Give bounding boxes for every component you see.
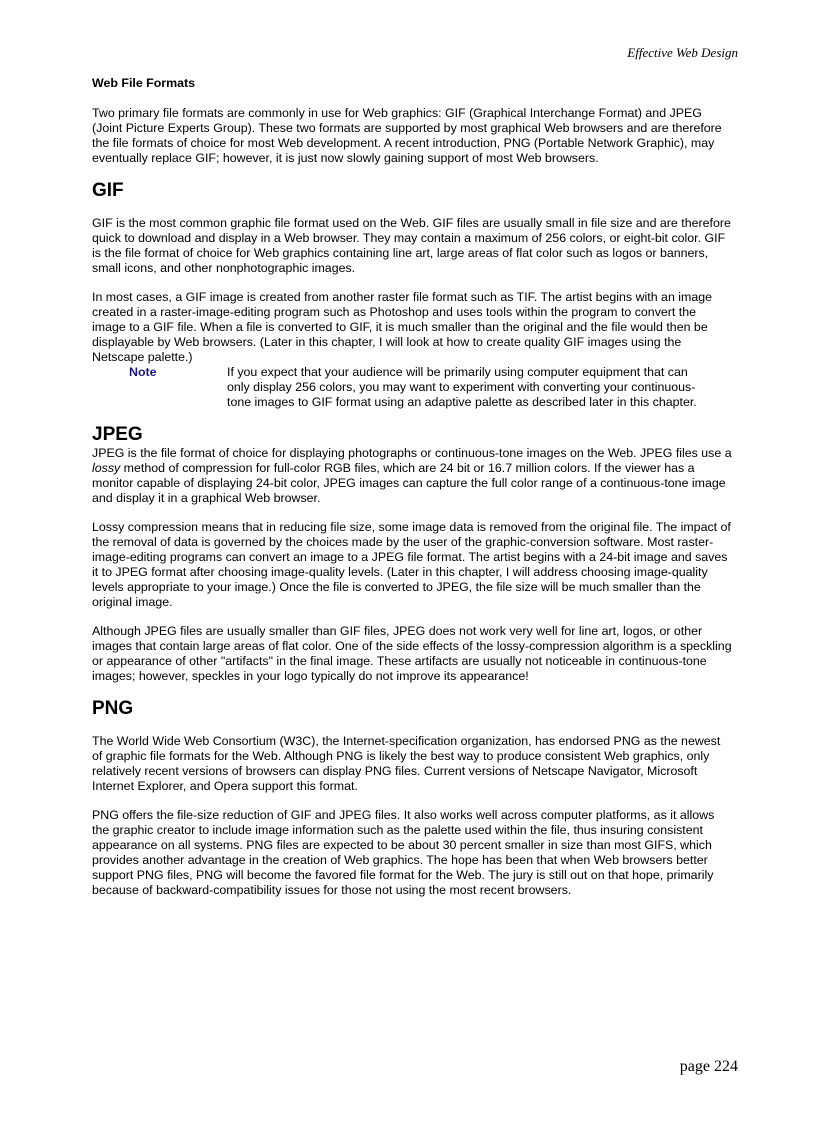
jpeg-heading: JPEG [92, 424, 143, 445]
note-text: If you expect that your audience will be primarily using computer equipment that can only display 256 colors, you may want to experiment with converting your continuous-tone images to GIF format using an adaptive palette as described later in this chapter. [227, 365, 697, 409]
gif-heading: GIF [92, 180, 124, 201]
jpeg-paragraph-3: Although JPEG files are usually smaller than GIF files, JPEG does not work very well for line art, logos, or other images that contain large areas of flat color. One of the side effects of the lossy-compression algorithm is a speckling or appearance of other "artifacts" in the final image. These artifacts are usually not noticeable in continuous-tone images; however, speckles in your logo typically do not improve its appearance! [92, 624, 732, 683]
intro-paragraph: Two primary file formats are commonly in use for Web graphics: GIF (Graphical Interchange Format) and JPEG (Joint Picture Experts Group). These two formats are supported by most graphical Web browsers and are therefore the file formats of choice for most Web development. A recent introduction, PNG (Portable Network Graphic), may eventually replace GIF; however, it is just now slowly gaining support of most Web browsers. [92, 106, 722, 165]
jpeg-paragraph-2: Lossy compression means that in reducing file size, some image data is removed from the original file. The impact of the removal of data is governed by the choices made by the user of the graphic-conversion software. Most raster-image-editing programs can convert an image to a JPEG file format. The artist begins with a 24-bit image and saves it to JPEG format after choosing image-quality levels. (Later in this chapter, I will address choosing image-quality levels appropriate to your image.) Once the file is converted to JPEG, the file size will be much smaller than the original image. [92, 520, 731, 609]
jpeg-p1-after: method of compression for full-color RGB files, which are 24 bit or 16.7 million colors. If the viewer has a monitor capable of displaying 24-bit color, JPEG images can capture the full color range of a continuous-tone image and display it in a graphical Web browser. [92, 461, 726, 505]
gif-paragraph-2: In most cases, a GIF image is created from another raster file format such as TIF. The artist begins with an image created in a raster-image-editing program such as Photoshop and uses tools within the program to convert the image to a GIF file. When a file is converted to GIF, it is much smaller than the original and the file would then be displayable by Web browsers. (Later in this chapter, I will look at how to create quality GIF images using the Netscape palette.) [92, 290, 713, 364]
section-label: Web File Formats [92, 76, 196, 90]
note-label: Note [129, 365, 157, 379]
jpeg-p1-before: JPEG is the file format of choice for displaying photographs or continuous-tone images on the Web. JPEG files use a [92, 446, 732, 460]
png-paragraph-2: PNG offers the file-size reduction of GIF and JPEG files. It also works well across computer platforms, as it allows the graphic creator to include image information such as the palette used within the file, thus insuring consistent appearance on all systems. PNG files are expected to be about 30 percent smaller in size than most GIFS, which provides another advantage in the creation of Web graphics. The hope has been that when Web browsers better support PNG files, PNG will become the favored file format for the Web. The jury is still out on that hope, primarily because of backward-compatibility issues for those not using the most recent browsers. [92, 808, 715, 897]
gif-paragraph-1: GIF is the most common graphic file format used on the Web. GIF files are usually small in file size and are therefore quick to download and display in a Web browser. They may contain a maximum of 256 colors, or eight-bit color. GIF is the file format of choice for Web graphics containing line art, large areas of flat color such as logos or banners, small icons, and other nonphotographic images. [92, 216, 731, 275]
page-number: page 224 [679, 1058, 738, 1075]
running-header: Effective Web Design [627, 45, 738, 60]
png-paragraph-1: The World Wide Web Consortium (W3C), the Internet-specification organization, has endorsed PNG as the newest of graphic file formats for the Web. Although PNG is likely the best way to produce consistent Web graphics, only relatively recent versions of browsers can display PNG files. Current versions of Netscape Navigator, Microsoft Internet Explorer, and Opera support this format. [92, 734, 721, 793]
page-content [92, 76, 732, 912]
png-heading: PNG [92, 698, 134, 719]
lossy-emphasis: lossy [92, 461, 121, 475]
note-callout [92, 365, 732, 410]
jpeg-paragraph-1 [92, 446, 732, 506]
